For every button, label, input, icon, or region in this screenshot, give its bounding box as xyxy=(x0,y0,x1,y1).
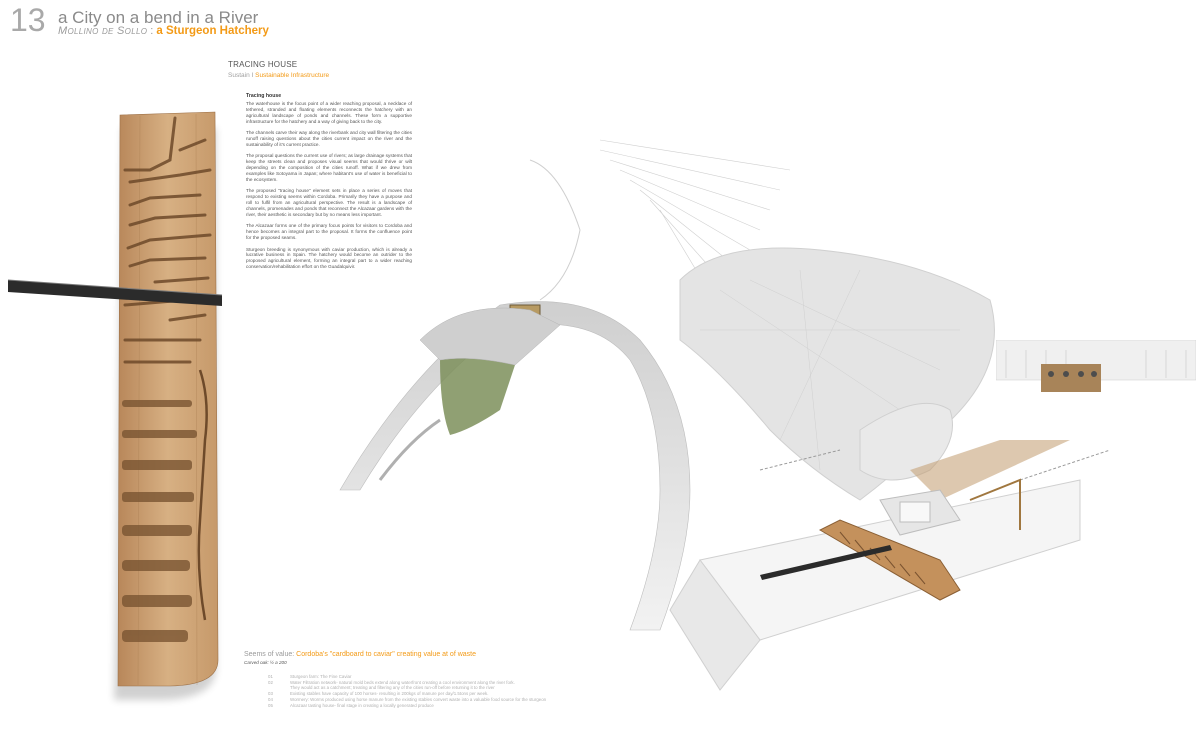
list-item xyxy=(268,703,546,709)
section-subline xyxy=(228,72,329,79)
list-text: Wormery: Worms produced using horse manure from the existing stables convert waste into a valuable food source for the sturgeon xyxy=(290,696,547,702)
body-heading: Tracing house xyxy=(246,93,282,99)
list-text: They would act as a catchment; treating and filtering any of the cities run-off before returning it to the river xyxy=(290,685,495,691)
page-title: a City on a bend in a River xyxy=(58,8,259,27)
page-number: 13 xyxy=(10,2,46,38)
carved-oak-model xyxy=(0,100,240,720)
list-text: Alcazaar tasting house- final stage in creating a locally generated produce xyxy=(290,702,434,708)
seems-of-value xyxy=(244,651,476,658)
list-text: Sturgeon farm: The Fine Caviar xyxy=(290,674,352,679)
hatchery-title: a Sturgeon Hatchery xyxy=(156,25,269,37)
list-text: Water Filtration network- natural mold beds extend along waterfront creating a cool environment along the river fork. xyxy=(290,679,515,685)
model-caption: Carved oak: ½ a 200 xyxy=(244,660,287,665)
list-number: 05 xyxy=(268,702,273,708)
list-number: 02 xyxy=(268,679,273,685)
body-paragraph: The Alcazaar forms one of the primary focus points for visitors to Cordoba and hence becomes an integral part to the proposal. It forms the confluence point for the proposed seams. xyxy=(246,223,412,241)
seems-label: Seems of value: xyxy=(244,651,295,658)
body-paragraph: The proposal questions the current use of rivers; as large drainage systems that keep the streets clean and proposes visual seems that would thrive or wilt depending on the composition of the cities runoff. What if we drew from examples like Sotoyama in Japan; where habitant's use of water is beneficial to the ecosystem. xyxy=(246,153,412,182)
hatchery-axonometric xyxy=(640,440,1200,700)
seems-caption: Cordoba's "cardboard to caviar" creating value at of waste xyxy=(296,651,477,658)
body-paragraph: The channels carve their way along the riverbank and city wall filtering the cities runoff raising questions about the cities current impact on the river and the sustainability of it's current practice. xyxy=(246,130,412,147)
body-paragraph: The proposed "tracing house" element sets in place a series of moves that respond to existing seems within Cordoba. Primarily they have a purpose and roll to fulfil from an agricultural perspective. The result is a landscape of channels, promenades and ponds that reconnect the Alcazaar gardens with the river, their aesthetic is secondary but by no means less important. xyxy=(246,188,412,217)
list-number: 04 xyxy=(268,696,273,702)
list-number: 01 xyxy=(268,674,273,679)
section-subline-orange: Sustainable Infrastructure xyxy=(255,72,330,79)
section-title: TRACING HOUSE xyxy=(228,60,298,69)
legend-list xyxy=(268,674,546,708)
subtitle-separator: : xyxy=(150,25,154,37)
page-subtitle xyxy=(58,26,269,38)
section-subline-grey: Sustain I xyxy=(228,72,254,79)
wall-elevation xyxy=(996,340,1196,400)
project-name: Mollino de Sollo xyxy=(58,25,148,37)
body-paragraph: Sturgeon breeding is synonymous with caviar production, which is already a lucrative business in Spain. The hatchery would become an outrider to the proposed agricultural element, forming an integral part to a wider reaching conservation/rehabilitation effort on the Guadalquivir. xyxy=(246,246,412,270)
list-number: 03 xyxy=(268,691,273,697)
body-paragraph: The waterhouse is the focus point of a wider reaching proposal, a necklace of tethered, stranded and floating elements reconnects the hatchery with an agricultural landscape of ponds and channels. These form a supportive infrastructure for the hatchery and a way of giving back to the city. xyxy=(246,100,412,124)
list-text: Existing stables have capacity of 100 horses- resulting in 200kgs of manure per day/1.5tons per week. xyxy=(290,691,489,697)
